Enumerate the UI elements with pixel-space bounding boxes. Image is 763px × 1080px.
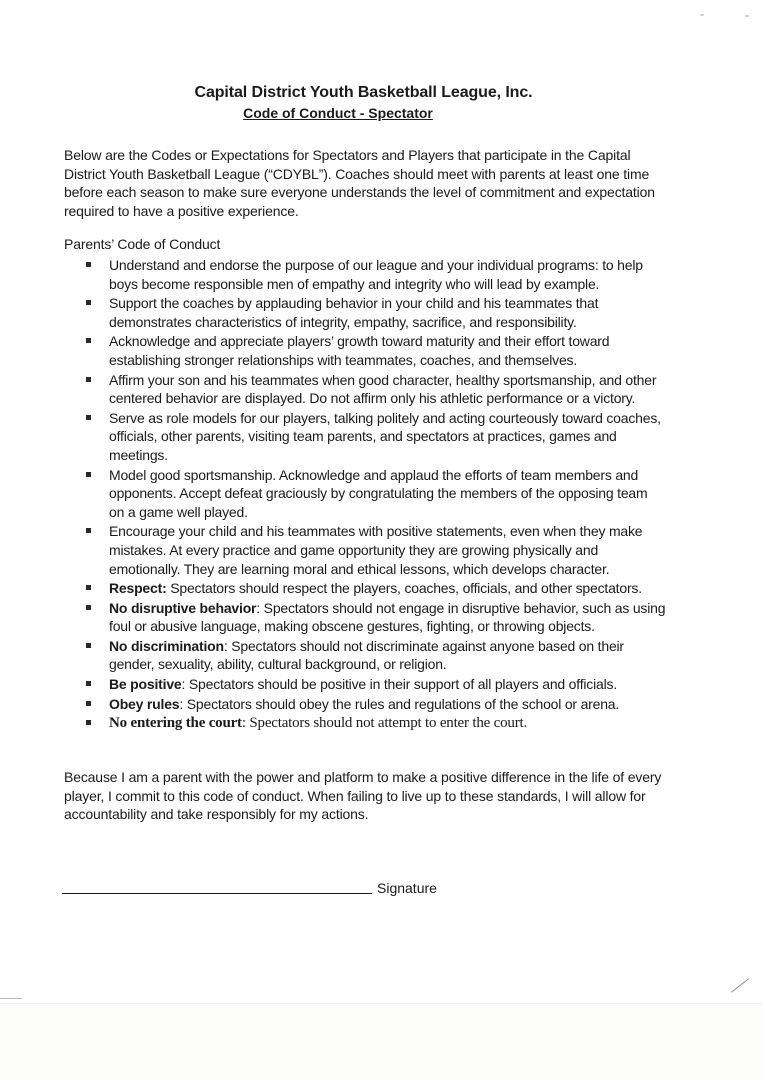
document-subtitle: Code of Conduct - Spectator xyxy=(243,105,433,121)
square-bullet-icon xyxy=(86,262,91,267)
list-item: Encourage your child and his teammates with positive statements, even when they make mistakes. At every practice and game opportunity they are growing physically and emotionally. They are learning moral and ethical lessons, which develops character. xyxy=(86,522,666,578)
list-item-no-discrimination: No discrimination: Spectators should not discriminate against anyone based on their gender, sexuality, ability, cultural background, or religion. xyxy=(86,637,666,674)
scan-speck xyxy=(700,14,704,16)
list-item: Model good sportsmanship. Acknowledge and applaud the efforts of team members and opponents. Accept defeat graciously by congratulating the members of the opposing team on a game well played. xyxy=(86,466,666,522)
pen-mark xyxy=(731,978,749,992)
conduct-list xyxy=(86,256,666,734)
signature-label: Signature xyxy=(377,880,437,896)
list-item-obey-rules: Obey rules: Spectators should obey the rules and regulations of the school or arena. xyxy=(86,695,666,714)
list-item: Affirm your son and his teammates when good character, healthy sportsmanship, and other centered behavior are displayed. Do not affirm only his athletic performance or a victory. xyxy=(86,371,666,408)
square-bullet-icon xyxy=(86,528,91,533)
square-bullet-icon xyxy=(86,415,91,420)
section-heading: Parents’ Code of Conduct xyxy=(64,236,221,252)
page-edge-mark xyxy=(0,998,22,999)
square-bullet-icon xyxy=(86,300,91,305)
list-item: Serve as role models for our players, talking politely and acting courteously toward coaches, officials, other parents, visiting team parents, and spectators at practices, games and meetings. xyxy=(86,409,666,465)
scan-speck xyxy=(745,15,749,17)
square-bullet-icon xyxy=(86,701,91,706)
closing-paragraph: Because I am a parent with the power and platform to make a positive difference in the life of every player, I commit to this code of conduct. When failing to live up to these standards, I will allow for accountability and take responsibly for my actions. xyxy=(64,769,662,822)
signature-line xyxy=(62,893,372,894)
list-item: Acknowledge and appreciate players’ growth toward maturity and their effort toward establishing stronger relationships with teammates, coaches, and themselves. xyxy=(86,332,666,369)
square-bullet-icon xyxy=(86,585,91,590)
intro-paragraph: Below are the Codes or Expectations for Spectators and Players that participate in the Capital District Youth Basketball League (“CDYBL”). Coaches should meet with parents at least one time before each season to make sure everyone understands the level of commitment and expectation required to have a positive experience. xyxy=(64,147,655,219)
square-bullet-icon xyxy=(86,338,91,343)
square-bullet-icon xyxy=(86,681,91,686)
square-bullet-icon xyxy=(86,720,91,725)
list-item: Understand and endorse the purpose of our league and your individual programs: to help boys become responsible men of empathy and integrity who will lead by example. xyxy=(86,256,666,293)
list-item-no-entering-court: No entering the court: Spectators should not attempt to enter the court. xyxy=(86,714,666,733)
list-item: Support the coaches by applauding behavior in your child and his teammates that demonstrates characteristics of integrity, empathy, sacrifice, and responsibility. xyxy=(86,294,666,331)
square-bullet-icon xyxy=(86,605,91,610)
list-item-no-disruptive-behavior: No disruptive behavior: Spectators should not engage in disruptive behavior, such as using foul or abusive language, making obscene gestures, fighting, or throwing objects. xyxy=(86,599,666,636)
square-bullet-icon xyxy=(86,643,91,648)
document-title: Capital District Youth Basketball League, Inc. xyxy=(194,84,533,101)
list-item-respect: Respect: Spectators should respect the players, coaches, officials, and other spectators. xyxy=(86,579,666,598)
square-bullet-icon xyxy=(86,472,91,477)
list-item-be-positive: Be positive: Spectators should be positive in their support of all players and officials. xyxy=(86,675,666,694)
square-bullet-icon xyxy=(86,377,91,382)
